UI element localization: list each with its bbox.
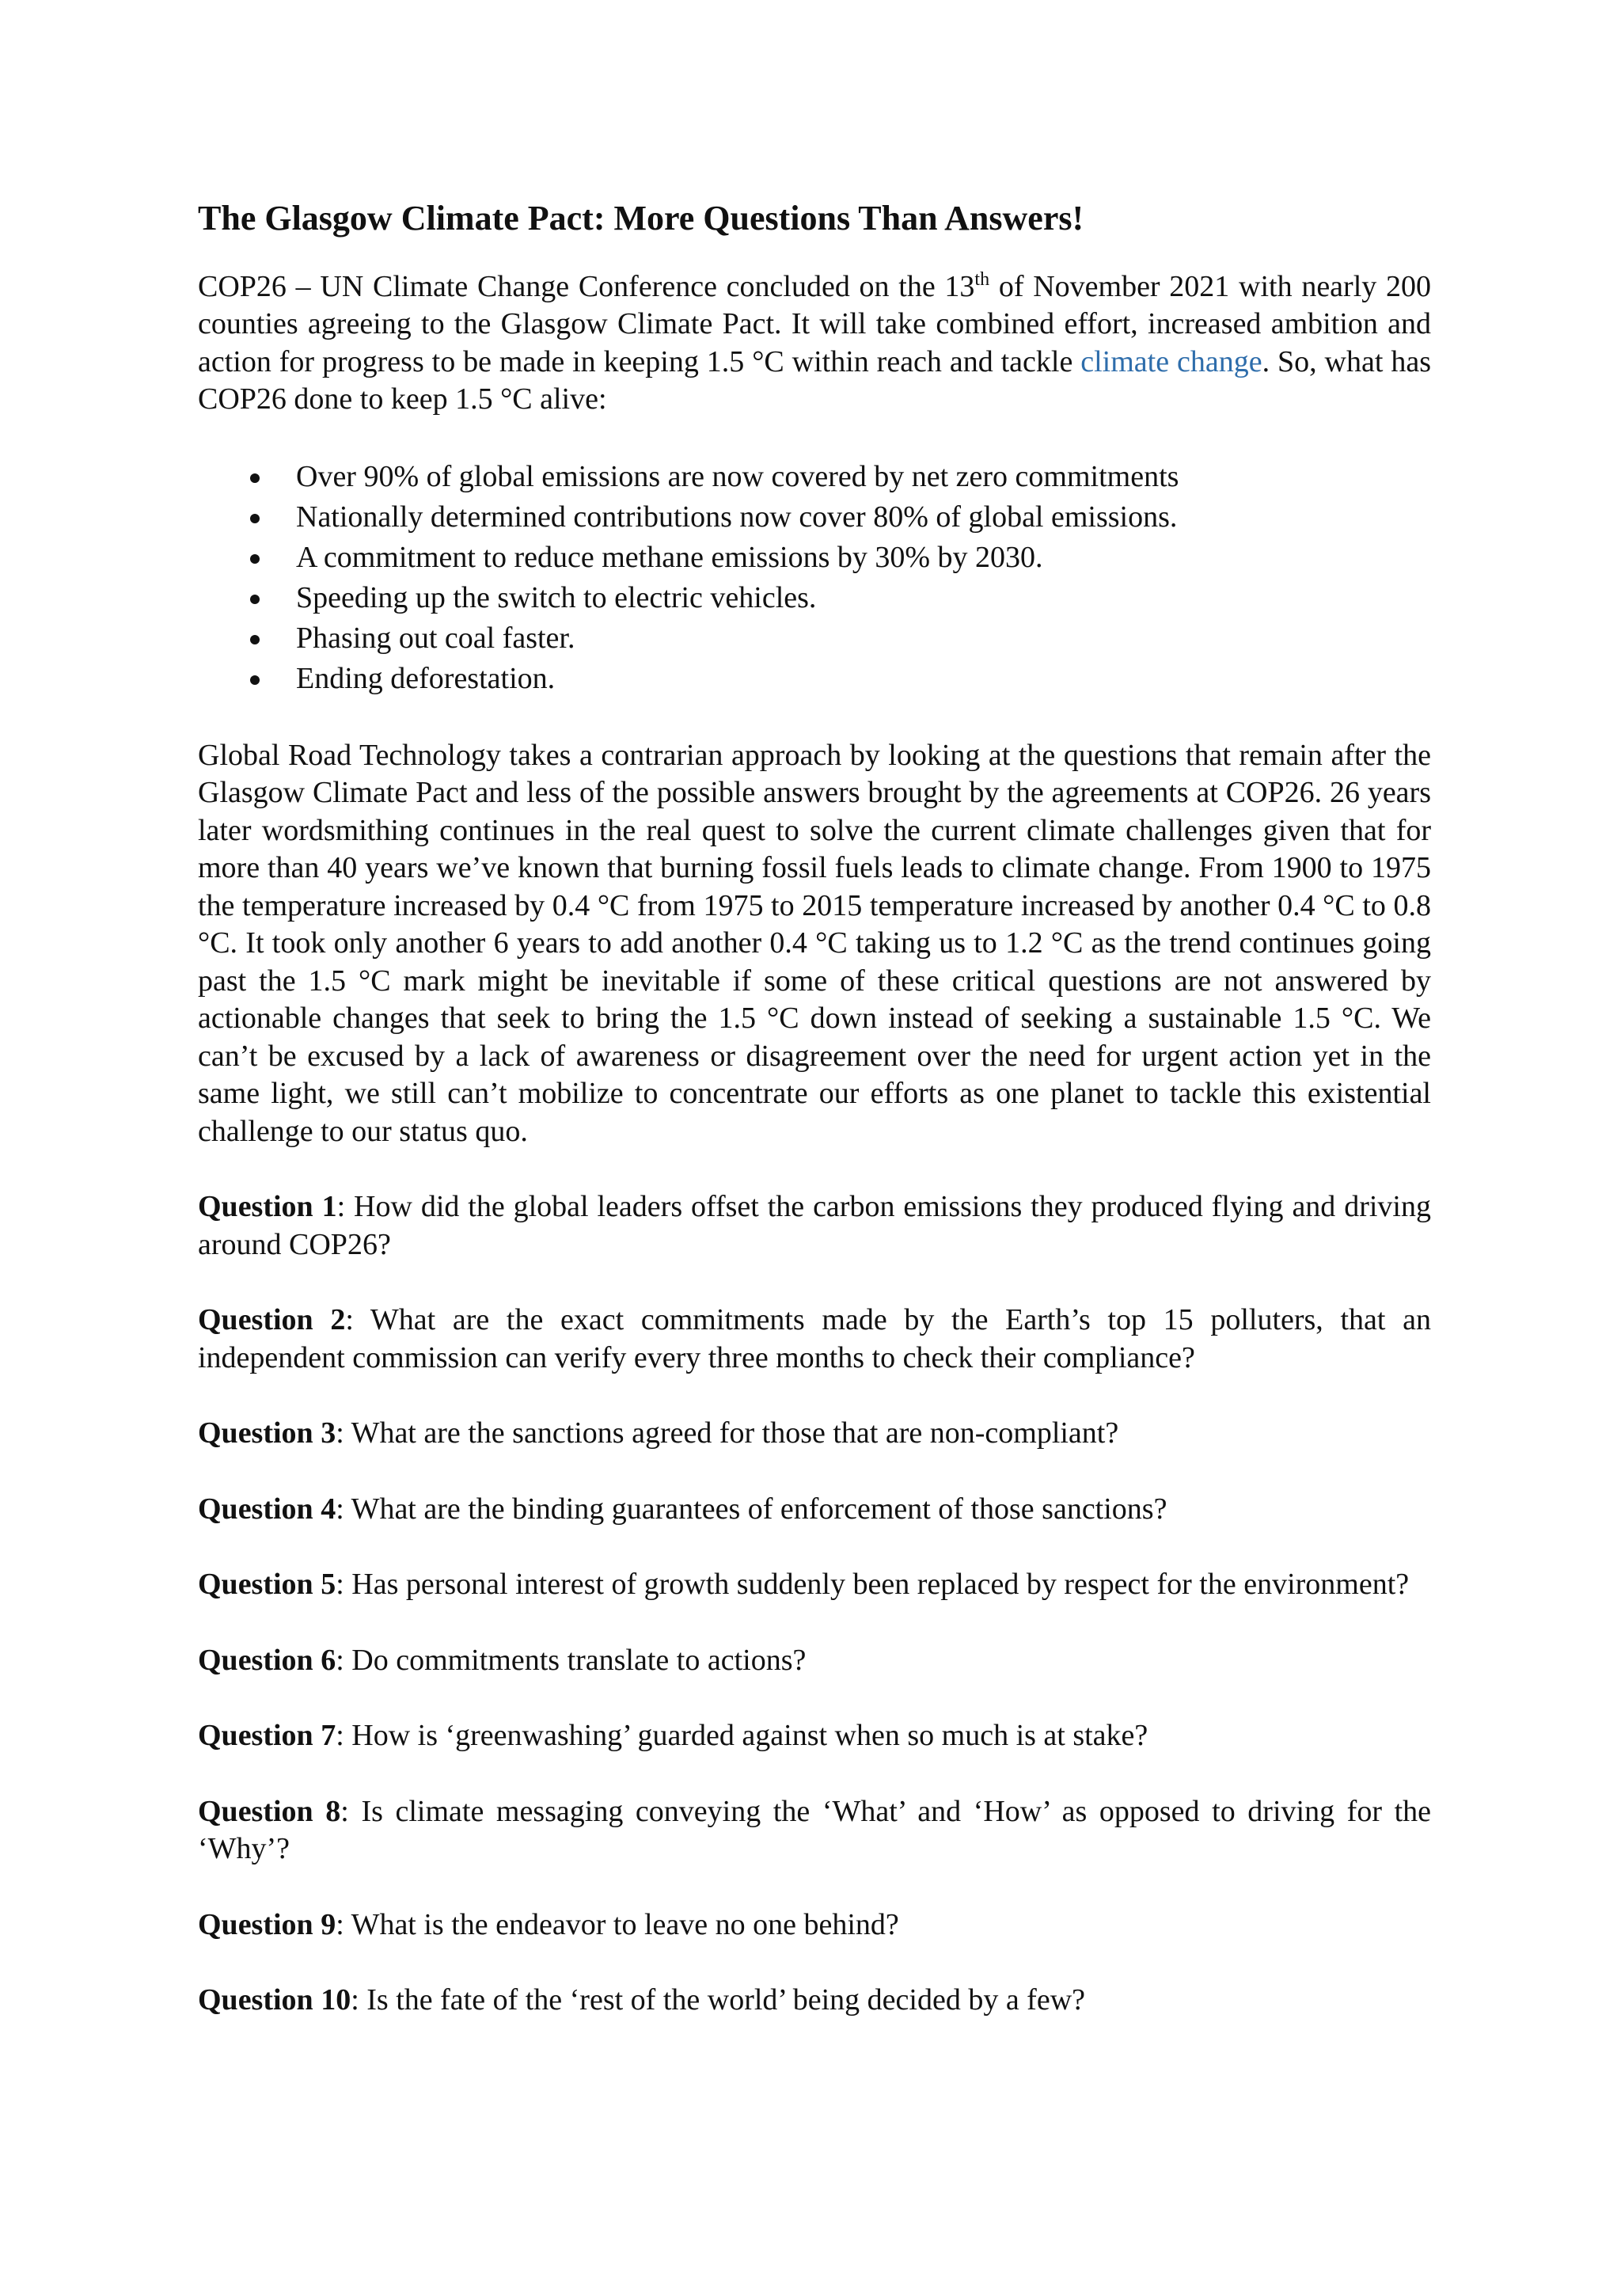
question-6 [198,1642,1431,1680]
bullet-item [198,659,1431,699]
bullet-text: Nationally determined contributions now cover 80% of global emissions. [296,500,1178,534]
bullet-icon [250,635,260,644]
question-label: Question 6 [198,1643,336,1677]
question-9 [198,1906,1431,1944]
bullet-item [198,618,1431,659]
question-label: Question 10 [198,1983,351,2017]
intro-text-middle: of November 2021 with nearly 200 counties agreeing to the Glasgow Climate Pact. It will take combined effort, increased ambition and action for progress to be made in keeping 1.5 °C within reach and tackle [198,269,1431,378]
bullet-list [198,457,1431,699]
question-3 [198,1415,1431,1453]
question-label: Question 3 [198,1416,336,1450]
question-label: Question 5 [198,1568,336,1602]
bullet-item [198,457,1431,497]
bullet-text: A commitment to reduce methane emissions by 30% by 2030. [296,540,1043,574]
question-label: Question 4 [198,1492,336,1526]
question-2 [198,1302,1431,1377]
bullet-text: Over 90% of global emissions are now covered by net zero commitments [296,459,1179,493]
document-title: The Glasgow Climate Pact: More Questions Than Answers! [198,199,1084,238]
bullet-icon [250,595,260,604]
intro-text-end: . So, what has COP26 done to keep 1.5 °C alive: [198,344,1431,416]
question-4 [198,1491,1431,1529]
question-1 [198,1188,1431,1264]
question-7 [198,1717,1431,1755]
question-text: : What are the binding guarantees of enforcement of those sanctions? [336,1492,1167,1526]
bullet-icon [250,473,260,483]
question-label: Question 8 [198,1794,341,1828]
question-label: Question 7 [198,1719,336,1753]
question-text: : How is ‘greenwashing’ guarded against when so much is at stake? [336,1719,1148,1753]
bullet-item [198,578,1431,618]
bullet-item [198,538,1431,578]
question-text: : Is the fate of the ‘rest of the world’ being decided by a few? [351,1983,1086,2017]
body-paragraph: Global Road Technology takes a contrarian approach by looking at the questions that remain after the Glasgow Climate Pact and less of the possible answers brought by the agreements at COP26. 26 years later wordsmithing continues in the real quest to solve the current climate challenges given that for more than 40 years we’ve known that burning fossil fuels leads to climate change. From 1900 to 1975 the temperature increased by 0.4 °C from 1975 to 2015 temperature increased by another 0.4 °C to 0.8 °C. It took only another 6 years to add another 0.4 °C taking us to 1.2 °C as the trend continues going past the 1.5 °C mark might be inevitable if some of these critical questions are not answered by actionable changes that seek to bring the 1.5 °C down instead of seeking a sustainable 1.5 °C. We can’t be excused by a lack of awareness or disagreement over the need for urgent action yet in the same light, we still can’t mobilize to concentrate our efforts as one planet to tackle this existential challenge to our status quo. [198,738,1431,1148]
intro-text-start: COP26 – UN Climate Change Conference concluded on the 13 [198,269,975,303]
bullet-item [198,497,1431,538]
question-5 [198,1566,1431,1604]
bullet-icon [250,514,260,523]
question-text: : Has personal interest of growth suddenly been replaced by respect for the environment? [336,1568,1410,1602]
question-text: : What is the endeavor to leave no one behind? [336,1907,899,1941]
question-text: : What are the exact commitments made by the Earth’s top 15 polluters, that an independent commission can verify every three months to check their compliance? [198,1303,1431,1374]
question-10 [198,1982,1431,2020]
question-8 [198,1793,1431,1868]
bullet-text: Ending deforestation. [296,661,556,695]
intro-paragraph [198,268,1431,419]
bullet-text: Phasing out coal faster. [296,621,575,655]
question-text: : What are the sanctions agreed for those that are non-compliant? [336,1416,1119,1450]
bullet-icon [250,675,260,685]
question-text: : How did the global leaders offset the carbon emissions they produced flying and driving around COP26? [198,1190,1431,1261]
question-text: : Do commitments translate to actions? [336,1643,807,1677]
question-label: Question 1 [198,1190,337,1224]
bullet-icon [250,554,260,564]
bullet-text: Speeding up the switch to electric vehicles. [296,580,817,614]
question-text: : Is climate messaging conveying the ‘What’ and ‘How’ as opposed to driving for the ‘Why’? [198,1794,1431,1866]
document-page [198,198,1431,2058]
question-label: Question 2 [198,1303,346,1337]
climate-change-link[interactable]: climate change [1080,344,1262,378]
intro-superscript: th [974,268,990,290]
question-label: Question 9 [198,1907,336,1941]
